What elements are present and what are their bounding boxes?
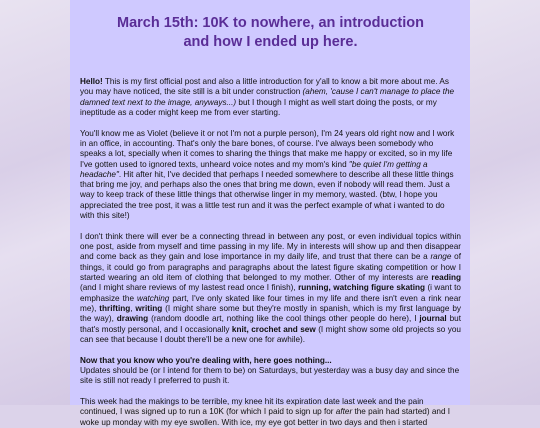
updates-text: Updates should be (or I intend for them to be) on Saturdays, but yesterday was a busy day and since the site is still not ready I preferred to push it. [80, 365, 460, 386]
post-title-line1: March 15th: 10K to nowhere, an introduction [117, 15, 424, 31]
interest-writing: writing [135, 303, 163, 313]
intro-text: This is my first official post and also a little introduction for y'all to know a bit more about me. As you may have noticed, the site still is a bit under construction [80, 77, 449, 97]
interests-text-7: (I might share some but they're mostly in spanish, which is my first language by the way), [80, 303, 461, 324]
paragraph-about [80, 129, 461, 222]
hello-text: Hello! [80, 77, 103, 86]
paragraph-intro [80, 77, 461, 118]
interests-text-3: (and I might share reviews of my lastest read once I finish), [80, 283, 299, 293]
intro-text-end: but I though I might as well start doing the posts, or my ineptitude as a coder might keep me from ever starting. [80, 97, 437, 117]
interests-text: I don't think there will ever be a connecting thread in between any post, or even individual topics within one post, aside from myself and time passing in my life. My in interests will show up and then disappear and come back as they gain and lose importance in my daily life, and trust that there can be a [80, 231, 461, 262]
interests-text-8: (random doodle art, nothing like the cool things other people do here), I [148, 314, 420, 324]
paragraph-week [80, 397, 461, 428]
about-text: You'll know me as Violet (believe it or not I'm not a purple person), I'm 24 years old right now and I work in an office, in accounting. That's only the bare bones, of course. I've always been somebody who speaks a lot, specially when it comes to sharing the things that make me happy or excited, so in my life I've gotten used to ignored texts, unheard voice notes and my mom's kind [80, 128, 455, 169]
interest-crafts: knit, crochet and sew [231, 324, 316, 334]
interests-watching: watching [137, 293, 170, 303]
interest-journal: journal [419, 314, 447, 324]
week-text: This week had the makings to be terrible, my knee hit its expiration date last week and the pain continued, I was signed up to run a 10K (for which I paid to sign up for [80, 397, 424, 417]
interest-reading: reading [431, 273, 461, 283]
background-right [470, 0, 540, 405]
intro-aside: (ahem, 'cause I can't manage to place the damned text next to the image, anyways...) [80, 87, 455, 107]
interest-running-skating: running, watching figure skating [298, 283, 426, 293]
post-body [80, 77, 461, 428]
post-title-line2: and how I ended up here. [183, 34, 358, 50]
post-title [80, 14, 461, 52]
paragraph-updates [80, 356, 461, 387]
interests-range: range [430, 252, 452, 262]
about-quote: "be quiet I'm getting a headache" [80, 159, 428, 179]
about-text-end: . Hit after hit, I've decided that perhaps I needed somewhere to describe all these little things that bring me joy, and perhaps also the ones that bring me down, even if nobody will read them. Just a way to keep track of these little things that otherwise linger in my memory, wasted. (btw, I hope you appreciated the tree post, it was a little test run and it was the perfect example of what i wanted to do with this site!) [80, 169, 454, 221]
interest-thrifting: thrifting [99, 303, 131, 313]
interests-text-9: but that's mostly personal, and I occasionally [80, 314, 461, 334]
post-container [70, 0, 470, 427]
week-text-end: the pain had started) and I woke up monday with my eye swollen. With ice, my eye got better in two days and then i started [80, 407, 451, 427]
interests-text-4: (i want to emphasize the [80, 283, 461, 303]
week-after: after [335, 407, 353, 417]
paragraph-interests [80, 232, 461, 345]
interests-text-5: part, I've only skated like four times in my life and there isn't even a rink near me), [80, 293, 461, 313]
updates-heading: Now that you know who you're dealing with, here goes nothing... [80, 355, 332, 365]
interests-text-10: (I might show some old projects so you can see that because I doubt there'll be a new one for awhile). [80, 324, 461, 344]
background-left [0, 0, 70, 405]
interest-drawing: drawing [116, 314, 149, 324]
interests-sep: , [130, 303, 136, 313]
interests-text-2: of things, it could go from paragraphs and paragraphs about the latest figure skating competition or how I started wearing an old item of clothing that belonged to my mother. Other of my interests are [80, 252, 461, 283]
